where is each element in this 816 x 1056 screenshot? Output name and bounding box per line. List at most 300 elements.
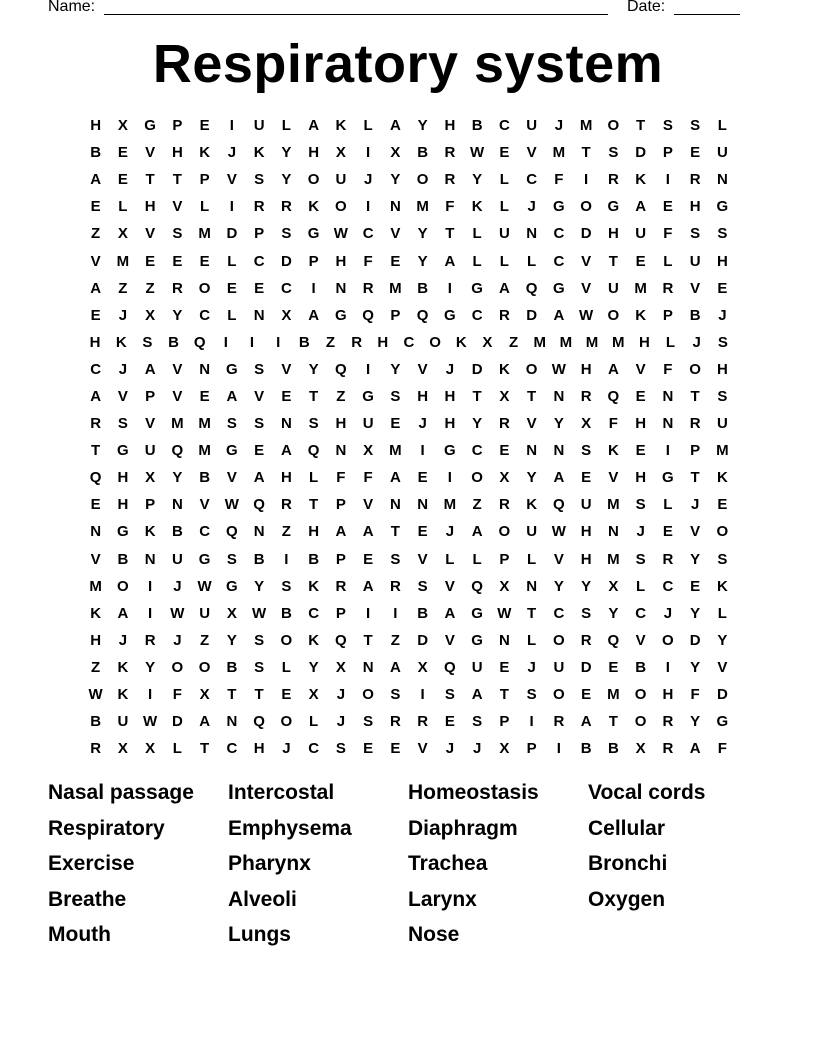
grid-letter[interactable]: P (390, 306, 401, 324)
grid-letter[interactable]: H (580, 523, 592, 541)
grid-letter[interactable]: I (223, 333, 228, 351)
grid-letter[interactable]: V (254, 387, 265, 405)
grid-letter[interactable]: M (607, 686, 620, 704)
grid-letter[interactable]: R (607, 171, 619, 189)
grid-letter[interactable]: X (482, 333, 493, 351)
grid-letter[interactable]: Z (91, 658, 101, 676)
grid-letter[interactable]: C (362, 225, 374, 243)
grid-letter[interactable]: H (89, 333, 101, 351)
grid-letter[interactable]: M (559, 333, 573, 351)
grid-letter[interactable]: V (417, 360, 428, 378)
grid-letter[interactable]: D (226, 225, 238, 243)
grid-letter[interactable]: Y (281, 171, 292, 189)
grid-letter[interactable]: I (366, 198, 371, 216)
grid-letter[interactable]: N (526, 225, 538, 243)
grid-letter[interactable]: T (363, 631, 373, 649)
grid-letter[interactable]: V (281, 360, 292, 378)
grid-letter[interactable]: U (526, 117, 538, 135)
grid-letter[interactable]: H (117, 496, 129, 514)
grid-letter[interactable]: S (363, 713, 374, 731)
grid-letter[interactable]: S (717, 333, 728, 351)
grid-letter[interactable]: P (254, 225, 265, 243)
grid-letter[interactable]: Z (118, 279, 128, 297)
grid-letter[interactable]: C (308, 740, 320, 758)
grid-letter[interactable]: J (173, 631, 182, 649)
grid-letter[interactable]: B (471, 117, 483, 135)
grid-letter[interactable]: B (298, 333, 310, 351)
grid-letter[interactable]: V (145, 225, 156, 243)
grid-letter[interactable]: O (362, 686, 374, 704)
grid-letter[interactable]: U (635, 225, 647, 243)
grid-letter[interactable]: J (690, 496, 700, 514)
grid-letter[interactable]: S (690, 117, 701, 135)
grid-letter[interactable]: M (607, 496, 620, 514)
grid-letter[interactable]: Q (89, 469, 102, 487)
grid-letter[interactable]: I (311, 279, 316, 297)
grid-letter[interactable]: J (636, 523, 645, 541)
grid-letter[interactable]: M (389, 442, 402, 460)
grid-letter[interactable]: A (553, 306, 565, 324)
grid-letter[interactable]: E (662, 198, 673, 216)
grid-letter[interactable]: S (281, 577, 292, 595)
grid-letter[interactable]: T (309, 387, 319, 405)
grid-letter[interactable]: S (526, 686, 537, 704)
grid-letter[interactable]: B (308, 550, 320, 568)
grid-letter[interactable]: B (580, 740, 592, 758)
grid-letter[interactable]: A (253, 469, 265, 487)
grid-letter[interactable]: R (689, 415, 701, 433)
grid-letter[interactable]: A (580, 713, 592, 731)
grid-letter[interactable]: A (362, 523, 374, 541)
grid-letter[interactable]: L (281, 658, 291, 676)
grid-letter[interactable]: I (447, 469, 452, 487)
grid-letter[interactable]: L (527, 252, 537, 270)
grid-letter[interactable]: J (418, 415, 427, 433)
grid-letter[interactable]: D (689, 631, 701, 649)
grid-letter[interactable]: V (635, 631, 646, 649)
grid-letter[interactable]: B (171, 523, 183, 541)
grid-letter[interactable]: K (635, 171, 647, 189)
grid-letter[interactable]: U (253, 117, 265, 135)
grid-letter[interactable]: O (280, 713, 293, 731)
grid-letter[interactable]: V (635, 360, 646, 378)
grid-letter[interactable]: R (280, 496, 292, 514)
grid-letter[interactable]: U (689, 252, 701, 270)
grid-letter[interactable]: H (716, 360, 728, 378)
grid-letter[interactable]: B (168, 333, 179, 351)
grid-letter[interactable]: I (249, 333, 255, 351)
grid-letter[interactable]: H (308, 523, 320, 541)
grid-letter[interactable]: K (199, 144, 211, 162)
grid-letter[interactable]: V (417, 740, 428, 758)
grid-letter[interactable]: D (417, 631, 429, 649)
grid-letter[interactable]: C (253, 252, 265, 270)
grid-letter[interactable]: O (280, 631, 293, 649)
grid-letter[interactable]: S (117, 415, 128, 433)
grid-letter[interactable]: J (445, 523, 455, 541)
grid-letter[interactable]: H (662, 686, 674, 704)
grid-letter[interactable]: L (665, 333, 676, 351)
grid-letter[interactable]: E (117, 144, 128, 162)
grid-letter[interactable]: Y (254, 577, 265, 595)
grid-letter[interactable]: X (117, 117, 128, 135)
grid-letter[interactable]: X (117, 740, 128, 758)
grid-letter[interactable]: G (117, 523, 129, 541)
grid-letter[interactable]: L (445, 550, 455, 568)
grid-letter[interactable]: Y (417, 252, 428, 270)
grid-letter[interactable]: X (417, 658, 428, 676)
name-field[interactable] (104, 14, 608, 15)
grid-letter[interactable]: T (172, 171, 182, 189)
grid-letter[interactable]: H (417, 387, 429, 405)
grid-letter[interactable]: J (445, 740, 455, 758)
grid-letter[interactable]: U (171, 550, 183, 568)
grid-letter[interactable]: L (499, 171, 509, 189)
grid-letter[interactable]: J (663, 604, 673, 622)
grid-letter[interactable]: R (662, 550, 674, 568)
grid-letter[interactable]: J (554, 117, 564, 135)
grid-letter[interactable]: E (444, 713, 455, 731)
grid-letter[interactable]: V (581, 279, 592, 297)
grid-letter[interactable]: R (335, 577, 347, 595)
grid-letter[interactable]: K (335, 117, 347, 135)
grid-letter[interactable]: V (526, 415, 537, 433)
grid-letter[interactable]: V (90, 252, 101, 270)
grid-letter[interactable]: V (553, 550, 564, 568)
grid-letter[interactable]: E (199, 387, 210, 405)
grid-letter[interactable]: F (363, 469, 373, 487)
grid-letter[interactable]: T (581, 144, 591, 162)
grid-letter[interactable]: B (199, 469, 211, 487)
grid-letter[interactable]: V (90, 550, 101, 568)
grid-letter[interactable]: S (172, 225, 183, 243)
grid-letter[interactable]: G (198, 550, 211, 568)
grid-letter[interactable]: L (281, 117, 291, 135)
grid-letter[interactable]: P (499, 713, 510, 731)
grid-letter[interactable]: H (607, 225, 619, 243)
grid-letter[interactable]: R (362, 279, 374, 297)
grid-letter[interactable]: S (717, 387, 728, 405)
grid-letter[interactable]: B (90, 713, 102, 731)
grid-letter[interactable]: B (417, 144, 429, 162)
grid-letter[interactable]: K (526, 496, 538, 514)
grid-letter[interactable]: D (580, 658, 592, 676)
grid-letter[interactable]: K (253, 144, 265, 162)
grid-letter[interactable]: G (226, 360, 238, 378)
grid-letter[interactable]: M (585, 333, 599, 351)
grid-letter[interactable]: U (144, 442, 156, 460)
grid-letter[interactable]: B (417, 279, 429, 297)
grid-letter[interactable]: A (471, 523, 483, 541)
grid-letter[interactable]: T (445, 225, 455, 243)
grid-letter[interactable]: E (90, 496, 101, 514)
grid-letter[interactable]: P (199, 171, 210, 189)
grid-letter[interactable]: A (90, 279, 102, 297)
grid-letter[interactable]: L (499, 252, 509, 270)
grid-letter[interactable]: O (416, 171, 429, 189)
grid-letter[interactable]: V (172, 198, 183, 216)
grid-letter[interactable]: I (665, 171, 670, 189)
grid-letter[interactable]: J (445, 360, 455, 378)
grid-letter[interactable]: W (579, 306, 594, 324)
grid-letter[interactable]: A (635, 198, 647, 216)
grid-letter[interactable]: Y (553, 577, 564, 595)
grid-letter[interactable]: F (608, 415, 618, 433)
grid-letter[interactable]: X (390, 144, 401, 162)
grid-letter[interactable]: N (498, 631, 510, 649)
grid-letter[interactable]: O (716, 523, 729, 541)
grid-letter[interactable]: B (280, 604, 292, 622)
grid-letter[interactable]: Y (553, 415, 564, 433)
grid-letter[interactable]: S (254, 171, 265, 189)
grid-letter[interactable]: P (335, 496, 346, 514)
grid-letter[interactable]: X (608, 577, 619, 595)
grid-letter[interactable]: A (607, 360, 619, 378)
grid-letter[interactable]: W (470, 144, 485, 162)
grid-letter[interactable]: Y (608, 604, 619, 622)
grid-letter[interactable]: N (607, 523, 619, 541)
grid-letter[interactable]: Q (335, 360, 347, 378)
grid-letter[interactable]: V (199, 496, 210, 514)
grid-letter[interactable]: Q (525, 279, 538, 297)
grid-letter[interactable]: E (499, 658, 510, 676)
grid-letter[interactable]: Y (172, 469, 183, 487)
grid-letter[interactable]: N (553, 442, 565, 460)
grid-letter[interactable]: H (90, 631, 102, 649)
grid-letter[interactable]: S (226, 415, 237, 433)
grid-letter[interactable]: G (226, 577, 238, 595)
grid-letter[interactable]: N (226, 713, 238, 731)
grid-letter[interactable]: L (663, 496, 673, 514)
grid-letter[interactable]: R (662, 279, 674, 297)
grid-letter[interactable]: I (366, 604, 371, 622)
grid-letter[interactable]: S (717, 550, 728, 568)
grid-letter[interactable]: U (498, 225, 510, 243)
grid-letter[interactable]: R (498, 306, 510, 324)
grid-letter[interactable]: C (308, 604, 320, 622)
grid-letter[interactable]: S (254, 360, 265, 378)
grid-letter[interactable]: Y (226, 631, 237, 649)
grid-letter[interactable]: E (581, 469, 592, 487)
grid-letter[interactable]: K (716, 577, 728, 595)
grid-letter[interactable]: P (662, 306, 673, 324)
grid-letter[interactable]: S (390, 550, 401, 568)
grid-letter[interactable]: Y (472, 171, 483, 189)
grid-letter[interactable]: V (226, 171, 237, 189)
grid-letter[interactable]: E (90, 306, 101, 324)
grid-letter[interactable]: L (172, 740, 182, 758)
grid-letter[interactable]: E (199, 117, 210, 135)
grid-letter[interactable]: T (690, 469, 700, 487)
grid-letter[interactable]: O (429, 333, 441, 351)
grid-letter[interactable]: H (335, 415, 347, 433)
grid-letter[interactable]: N (171, 496, 183, 514)
grid-letter[interactable]: O (553, 686, 565, 704)
grid-letter[interactable]: H (635, 469, 647, 487)
grid-letter[interactable]: S (142, 333, 153, 351)
grid-letter[interactable]: J (118, 631, 128, 649)
grid-letter[interactable]: A (199, 713, 211, 731)
grid-letter[interactable]: O (607, 117, 620, 135)
grid-letter[interactable]: E (281, 686, 292, 704)
grid-letter[interactable]: V (145, 144, 156, 162)
grid-letter[interactable]: C (553, 604, 565, 622)
grid-letter[interactable]: H (117, 469, 129, 487)
grid-letter[interactable]: D (635, 144, 647, 162)
grid-letter[interactable]: R (90, 740, 102, 758)
grid-letter[interactable]: X (335, 144, 346, 162)
grid-letter[interactable]: E (608, 658, 619, 676)
grid-letter[interactable]: I (556, 740, 561, 758)
grid-letter[interactable]: A (444, 252, 456, 270)
grid-letter[interactable]: P (526, 740, 537, 758)
grid-letter[interactable]: U (362, 415, 374, 433)
grid-letter[interactable]: P (499, 550, 510, 568)
grid-letter[interactable]: G (471, 279, 483, 297)
grid-letter[interactable]: C (471, 306, 483, 324)
grid-letter[interactable]: E (499, 144, 510, 162)
grid-letter[interactable]: M (611, 333, 625, 351)
grid-letter[interactable]: X (635, 740, 646, 758)
grid-letter[interactable]: O (525, 360, 538, 378)
grid-letter[interactable]: S (690, 225, 701, 243)
grid-letter[interactable]: R (90, 415, 102, 433)
grid-letter[interactable]: U (335, 171, 347, 189)
grid-letter[interactable]: O (553, 631, 565, 649)
grid-letter[interactable]: C (280, 279, 292, 297)
grid-letter[interactable]: X (499, 577, 510, 595)
grid-letter[interactable]: B (635, 658, 647, 676)
grid-letter[interactable]: L (636, 577, 646, 595)
grid-letter[interactable]: C (498, 117, 510, 135)
grid-letter[interactable]: L (717, 604, 727, 622)
grid-letter[interactable]: Q (416, 306, 429, 324)
grid-letter[interactable]: W (252, 604, 267, 622)
grid-letter[interactable]: K (635, 306, 647, 324)
grid-letter[interactable]: T (608, 252, 618, 270)
grid-letter[interactable]: Q (471, 577, 483, 595)
grid-letter[interactable]: O (580, 198, 592, 216)
grid-letter[interactable]: X (117, 225, 128, 243)
grid-letter[interactable]: H (377, 333, 389, 351)
grid-letter[interactable]: Y (308, 658, 319, 676)
grid-letter[interactable]: M (389, 279, 402, 297)
grid-letter[interactable]: R (417, 713, 429, 731)
grid-letter[interactable]: I (665, 442, 670, 460)
grid-letter[interactable]: G (553, 279, 565, 297)
grid-letter[interactable]: M (533, 333, 546, 351)
grid-letter[interactable]: P (662, 144, 673, 162)
grid-letter[interactable]: J (363, 171, 373, 189)
grid-letter[interactable]: N (417, 496, 429, 514)
grid-letter[interactable]: G (607, 198, 620, 216)
grid-letter[interactable]: F (445, 198, 455, 216)
grid-letter[interactable]: S (390, 387, 401, 405)
grid-letter[interactable]: E (717, 496, 728, 514)
grid-letter[interactable]: X (499, 469, 510, 487)
grid-letter[interactable]: M (443, 496, 457, 514)
grid-letter[interactable]: J (118, 360, 128, 378)
grid-letter[interactable]: W (143, 713, 158, 731)
grid-letter[interactable]: S (390, 686, 401, 704)
grid-letter[interactable]: G (444, 442, 456, 460)
grid-letter[interactable]: O (634, 686, 647, 704)
grid-letter[interactable]: T (527, 604, 537, 622)
grid-letter[interactable]: L (527, 550, 537, 568)
grid-letter[interactable]: K (90, 604, 102, 622)
grid-letter[interactable]: M (579, 117, 593, 135)
grid-letter[interactable]: Q (607, 631, 620, 649)
grid-letter[interactable]: A (308, 306, 320, 324)
grid-letter[interactable]: A (144, 360, 156, 378)
grid-letter[interactable]: R (498, 496, 510, 514)
grid-letter[interactable]: P (172, 117, 183, 135)
grid-letter[interactable]: O (607, 306, 620, 324)
grid-letter[interactable]: N (662, 415, 674, 433)
grid-letter[interactable]: L (309, 469, 319, 487)
grid-letter[interactable]: J (336, 713, 346, 731)
grid-letter[interactable]: E (499, 442, 510, 460)
grid-letter[interactable]: E (254, 442, 265, 460)
grid-letter[interactable]: Y (690, 550, 701, 568)
grid-letter[interactable]: F (172, 686, 182, 704)
grid-letter[interactable]: C (526, 171, 538, 189)
grid-letter[interactable]: Y (390, 171, 401, 189)
grid-letter[interactable]: I (665, 658, 670, 676)
grid-letter[interactable]: F (717, 740, 727, 758)
grid-letter[interactable]: M (198, 442, 211, 460)
grid-letter[interactable]: B (689, 306, 701, 324)
grid-letter[interactable]: X (145, 740, 156, 758)
grid-letter[interactable]: Z (200, 631, 210, 649)
grid-letter[interactable]: G (144, 117, 156, 135)
grid-letter[interactable]: Q (307, 442, 320, 460)
grid-letter[interactable]: V (172, 387, 183, 405)
grid-letter[interactable]: E (662, 523, 673, 541)
grid-letter[interactable]: V (145, 415, 156, 433)
grid-letter[interactable]: H (171, 144, 183, 162)
grid-letter[interactable]: W (333, 225, 348, 243)
grid-letter[interactable]: A (689, 740, 701, 758)
grid-letter[interactable]: E (390, 740, 401, 758)
grid-letter[interactable]: M (116, 252, 130, 270)
grid-letter[interactable]: V (526, 144, 537, 162)
grid-letter[interactable]: N (526, 442, 538, 460)
grid-letter[interactable]: H (144, 198, 156, 216)
grid-letter[interactable]: I (276, 333, 281, 351)
grid-letter[interactable]: C (403, 333, 415, 351)
grid-letter[interactable]: X (145, 469, 156, 487)
grid-letter[interactable]: G (662, 469, 674, 487)
grid-letter[interactable]: E (635, 442, 646, 460)
grid-letter[interactable]: Y (526, 469, 537, 487)
grid-letter[interactable]: X (199, 686, 210, 704)
grid-letter[interactable]: T (145, 171, 155, 189)
grid-letter[interactable]: W (197, 577, 212, 595)
grid-letter[interactable]: U (716, 415, 728, 433)
grid-letter[interactable]: W (170, 604, 185, 622)
grid-letter[interactable]: V (608, 469, 619, 487)
grid-letter[interactable]: C (199, 306, 211, 324)
grid-letter[interactable]: B (607, 740, 619, 758)
grid-letter[interactable]: I (447, 279, 452, 297)
grid-letter[interactable]: L (363, 117, 373, 135)
grid-letter[interactable]: Q (553, 496, 565, 514)
grid-letter[interactable]: I (420, 686, 425, 704)
grid-letter[interactable]: Q (226, 523, 238, 541)
grid-letter[interactable]: K (117, 686, 129, 704)
grid-letter[interactable]: E (717, 279, 728, 297)
